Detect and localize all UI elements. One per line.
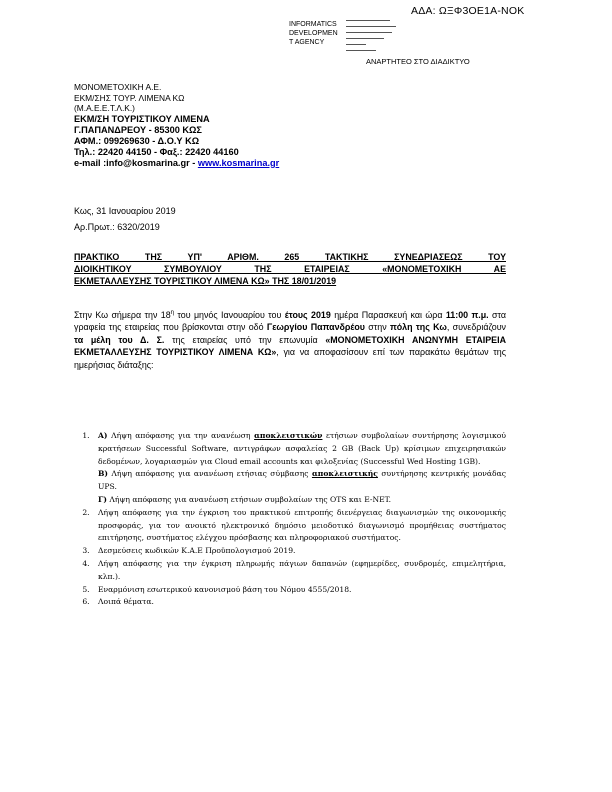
email-link[interactable]: info@kosmarina.gr [106,157,190,168]
intro-text: , για να αποφασίσουν επί των παρακάτω θεμάτων της ημερήσιας διάταξης: [74,347,506,370]
agency-name-line: DEVELOPMEN [289,30,338,37]
intro-text: στα γραφεία της εταιρείας που βρίσκονται στην οδό [74,309,507,333]
title-line: ΠΡΑΚΤΙΚΟ ΤΗΣ ΥΠ' ΑΡΙΘΜ. 265 ΤΑΚΤΙΚΗΣ ΣΥΝΕΔΡΙΑΣΕΩΣ ΤΟΥ [74,252,506,262]
subitem-text: Λήψη απόφασης για ανανέωση ετήσιας σύμβασης [108,469,312,479]
protocol-number: Αρ.Πρωτ.: 6320/2019 [74,222,160,232]
agenda-item: 2. Λήψη απόφασης για την έγκριση του πρακτικού επιτροπής διενέργειας διαγωνισμών της οικονομικής προσφοράς, για τον ανοικτό ηλεκτρονικό δημόσιο μειοδοτικό διαγωνισμό προμήθειας συστήματος επιτήρησης, συστήματος ελέγχου πρόσβασης και πληροφοριακού συστήματος. [92,507,506,545]
agency-logo [289,20,338,47]
intro-year: έτους 2019 [284,309,331,320]
intro-members: τα μέλη του Δ. Σ. [74,334,165,345]
intro-time: 11:00 π.μ. [445,309,489,320]
subitem-emphasis: αποκλειστικής [311,469,378,479]
agenda-item: 4. Λήψη απόφασης για την έγκριση πληρωμής πάγιων δαπανών (εφημερίδες, συνδρομές, επιμελητήρια, κλπ.). [92,558,506,584]
company-bold-line: ΕΚΜ/ΣΗ ΤΟΥΡΙΣΤΙΚΟΥ ΛΙΜΕΝΑ [74,113,210,124]
title-line: ΔΙΟΙΚΗΤΙΚΟΥ ΣΥΜΒΟΥΛΙΟΥ ΤΗΣ ΕΤΑΙΡΕΙΑΣ «ΜΟΝΟΜΕΤΟΧΙΚΗ ΑΕ [74,264,506,274]
intro-text: του μηνός Ιανουαρίου του [174,309,285,320]
subitem-emphasis: αποκλειστικών [254,431,323,440]
agency-fine-print [346,20,406,54]
subitem-text: Λήψη απόφασης για την ανανέωση [107,431,255,440]
title-line: ΕΚΜΕΤΑΛΛΕΥΣΗΣ ΤΟΥΡΙΣΤΙΚΟΥ ΛΙΜΕΝΑ ΚΩ» ΤΗΣ 18/01/2019 [74,276,337,286]
intro-city: πόλη της Κω [389,322,447,333]
agenda-subitem-b [98,468,506,494]
intro-text: στην [364,322,390,333]
subitem-label: Γ) [98,494,107,504]
agency-name-line: T AGENCY [289,39,325,46]
intro-text: , συνεδριάζουν [446,322,506,333]
document-date: Κως, 31 Ιανουαρίου 2019 [74,206,176,216]
intro-text: ημέρα Παρασκευή και ώρα [330,309,446,320]
company-line: (Μ.Α.Ε.Ε.Τ.Λ.Κ.) [74,103,135,113]
minutes-title [74,251,506,287]
intro-text: Στην Κω σήμερα την 18 [74,309,171,320]
posted-online-label: ΑΝΑΡΤΗΤΕΟ ΣΤΟ ΔΙΑΔΙΚΤΥΟ [366,57,470,66]
website-link[interactable]: www.kosmarina.gr [197,157,280,168]
ordinal-suffix: η [170,310,174,316]
company-header [74,82,279,169]
subitem-text: συντήρησης κεντρικής μονάδας UPS. [98,469,506,492]
agenda-subitem-a [98,430,506,468]
email-label: e-mail : [74,157,107,168]
agency-name-line: INFORMATICS [289,21,337,28]
company-contacts [74,158,279,169]
company-phone-fax: Τηλ.: 22420 44150 - Φαξ.: 22420 44160 [74,146,239,157]
contact-separator: - [189,157,198,168]
agenda-item: 6. Λοιπά θέματα. [92,596,506,609]
subitem-text: Λήψη απόφασης για ανανέωση ετήσιων συμβολαίων της OTS και E-NET. [106,494,392,504]
subitem-text: ετήσιων συμβολαίων συντήρησης λογισμικού κρατήσεων Successful Software, αντιγράφων ασφαλείας 2 GB (Back Up) κρίσιμων επιχειρησιακών δεδομένων, λογαριασμών για Cloud email accounts και φιλοξενίας (Successful Wed Hosting 1GB). [98,431,506,466]
agenda-item [92,430,506,507]
company-tax-id: ΑΦΜ.: 099269630 - Δ.Ο.Υ ΚΩ [74,135,200,146]
agenda-item: 3. Δεσμεύσεις κωδικών Κ.Α.Ε Προϋπολογισμού 2019. [92,545,506,558]
intro-text: της εταιρείας υπό την επωνυμία [164,334,326,345]
document-date-block [74,203,176,235]
company-line: ΕΚΜ/ΣΗΣ ΤΟΥΡ. ΛΙΜΕΝΑ ΚΩ [74,92,185,103]
subitem-label: Β) [98,469,109,479]
intro-paragraph [74,307,506,371]
intro-company-name: «ΜΟΝΟΜΕΤΟΧΙΚΗ ΑΝΩΝΥΜΗ ΕΤΑΙΡΕΙΑ ΕΚΜΕΤΑΛΛΕΥΣΗΣ ΤΟΥΡΙΣΤΙΚΟΥ ΛΙΜΕΝΑ ΚΩ» [74,334,506,358]
intro-street: Γεωργίου Παπανδρέου [266,322,365,333]
agenda-subitem-c [98,494,506,507]
company-address: Γ.ΠΑΠΑΝΔΡΕΟΥ - 85300 ΚΩΣ [74,124,202,135]
subitem-label: Α) [98,431,108,440]
agenda-item: 5. Εναρμόνιση εσωτερικού κανονισμού βάση του Νόμου 4555/2018. [92,584,506,597]
ada-code: ΑΔΑ: ΩΞΦ3ΟΕ1Α-ΝΟΚ [411,5,525,17]
agenda-list [74,430,506,609]
company-line: ΜΟΝΟΜΕΤΟΧΙΚΗ Α.Ε. [74,82,162,92]
